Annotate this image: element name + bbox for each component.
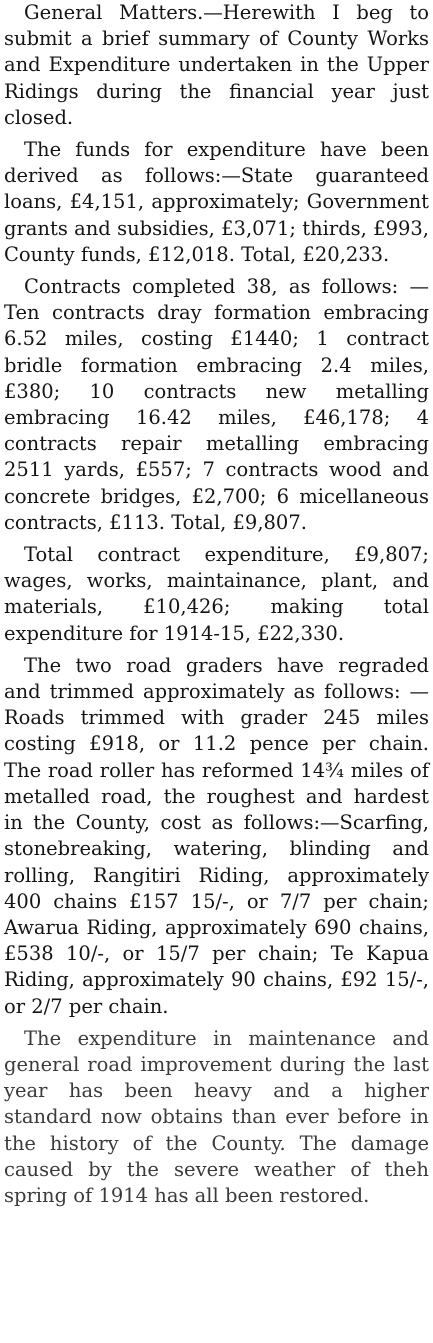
paragraph-funds (4, 137, 429, 268)
paragraph-text: Total contract expenditure, £9,807; wages, works, maintainance, plant, and materials, £10,426; making total expenditure for 1914-15, £22,330. (4, 543, 429, 645)
paragraph-total-expenditure (4, 542, 429, 647)
paragraph-text: Contracts completed 38, as follows: —Ten contracts dray formation embracing 6.52 miles, costing £1440; 1 contract bridle formation embracing 2.4 miles, £380; 10 contracts new metalling embracing 16.42 miles, £46,178; 4 contracts repair metalling embracing 2511 yards, £557; 7 contracts wood and concrete bridges, £2,700; 6 micellaneous contracts, £113. Total, £9,807. (4, 275, 429, 534)
paragraph-contracts (4, 274, 429, 536)
paragraph-text: —Herewith I beg to submit a brief summary of County Works and Expenditure undertaken in the Upper Ridings during the financial year just closed. (4, 1, 429, 129)
paragraph-text: The two road graders have regraded and trimmed approximately as follows: —Roads trimmed with grader 245 miles costing £918, or 11.2 pence per chain. The road roller has reformed 14¾ miles of metalled road, the roughest and hardest in the County, cost as follows:—Scarfing, stonebreaking, watering, blinding and rolling, Rangitiri Riding, approximately 400 chains £157 15/-, or 7/7 per chain; Awarua Riding, approximately 690 chains, £538 10/-, or 15/7 per chain; Te Kapua Riding, approximately 90 chains, £92 15/-, or 2/7 per chain. (4, 653, 429, 1018)
section-heading: General Matters. (24, 1, 204, 24)
paragraph-general-matters (4, 0, 429, 131)
paragraph-road-graders (4, 653, 429, 1020)
paragraph-maintenance (4, 1026, 429, 1209)
paragraph-text: The funds for expenditure have been derived as follows:—State guaranteed loans, £4,151, approximately; Government grants and subsidies, £3,071; thirds, £993, County funds, £12,018. Total, £20,233. (4, 138, 429, 266)
paragraph-text: The expenditure in maintenance and general road improvement during the last year has been heavy and a higher standard now obtains than ever before in the history of the County. The damage caused by the severe weather of theh spring of 1914 has all been restored. (4, 1026, 429, 1207)
